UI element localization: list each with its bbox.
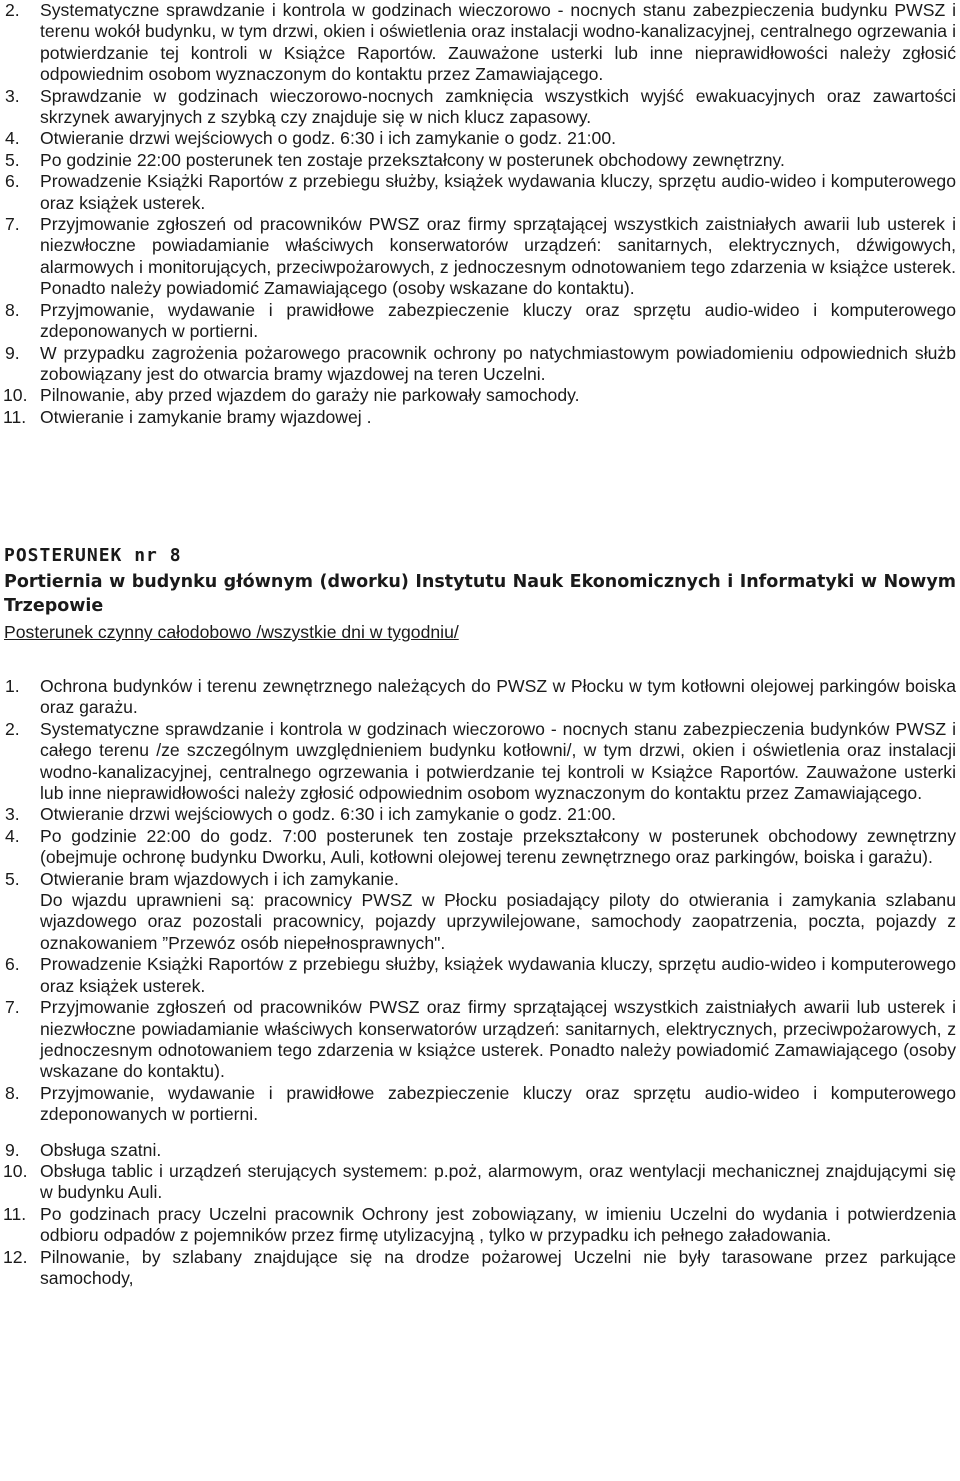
list-item [0,407,960,428]
item-text: Otwieranie i zamykanie bramy wjazdowej . [40,406,372,427]
list-item [0,676,960,719]
item-number: 8. [5,1082,20,1103]
item-number: 5. [5,868,20,889]
item-number: 6. [5,954,20,975]
list-item [0,826,960,869]
item-text: Obsługa szatni. [40,1139,162,1160]
list-item [0,150,960,171]
item-text: Pilnowanie, aby przed wjazdem do garaży nie parkowały samochody. [40,385,580,406]
post-heading [4,544,956,643]
item-number: 11. [3,1203,27,1224]
item-number: 8. [5,299,20,320]
item-text: Przyjmowanie zgłoszeń od pracowników PWSZ oraz firmy sprzątającej wszystkich zaistniałych awarii lub usterek i niezwłoczne powiadamianie właściwych konserwatorów urządzeń: sanitarnych, elektrycznych, dźwigowych, alarmowych i monitorujących, przeciwpożarowych, z jednoczesnym odnotowaniem tego zdarzenia w książce usterek. Ponadto należy powiadomić Zamawiającego (osoby wskazane do kontaktu). [40,214,956,299]
item-text: Systematyczne sprawdzanie i kontrola w godzinach wieczorowo - nocnych stanu zabezpieczenia budynku PWSZ i terenu wokół budynku, w tym drzwi, okien i oświetlenia oraz instalacji wodno-kanalizacyjnej, centralnego ogrzewania i potwierdzanie tej kontroli w Książce Raportów. Zauważone usterki lub inne nieprawidłowości należy zgłosić odpowiednim osobom wyznaczonym do kontaktu przez Zamawiającego. [40,0,956,85]
item-number: 10. [3,1160,28,1181]
item-text: Przyjmowanie, wydawanie i prawidłowe zabezpieczenie kluczy oraz sprzętu audio-wideo i komputerowego zdeponowanych w portierni. [40,1082,956,1125]
list-item [0,804,960,825]
post-schedule-note: Posterunek czynny całodobowo /wszystkie dni w tygodniu/ [4,622,459,642]
item-number: 4. [5,825,20,846]
item-number: 2. [5,0,20,20]
list-item [0,869,960,955]
list-item [0,954,960,997]
item-text: Systematyczne sprawdzanie i kontrola w godzinach wieczorowo - nocnych stanu zabezpieczenia budynków PWSZ i całego terenu /ze szczególnym uwzględnieniem budynku kotłowni/, w tym drzwi, okien i oświetlenia oraz instalacji wodno-kanalizacyjnej, centralnego ogrzewania i potwierdzanie tej kontroli w Książce Raportów. Zauważone usterki lub inne nieprawidłowości należy zgłosić odpowiednim osobom wyznaczonym do kontaktu przez Zamawiającego. [40,718,956,804]
list-item [0,1083,960,1126]
list-item [0,343,960,386]
item-text: Ochrona budynków i terenu zewnętrznego należących do PWSZ w Płocku w tym kotłowni olejowej parkingów boiska oraz garażu. [40,676,956,718]
item-text: Obsługa tablic i urządzeń sterujących systemem: p.poż, alarmowym, oraz wentylacji mechanicznej znajdującymi się w budynku Auli. [40,1160,956,1203]
item-number: 6. [5,171,20,192]
list-item [0,997,960,1083]
item-text: Po godzinach pracy Uczelni pracownik Ochrony jest zobowiązany, w imieniu Uczelni do wydania i potwierdzenia odbioru odpadów z pojemników przez firmę utylizacyjną , tylko w przypadku ich pełnego załadowania. [40,1203,956,1246]
item-number: 1. [5,676,20,696]
item-text: Otwieranie bram wjazdowych i ich zamykanie. [40,868,399,889]
item-text: Otwieranie drzwi wejściowych o godz. 6:30 i ich zamykanie o godz. 21:00. [40,804,616,825]
item-number: 5. [5,149,20,170]
item-number: 11. [3,406,27,427]
item-number: 3. [5,85,20,106]
post-title: POSTERUNEK nr 8 [4,545,182,566]
item-number: 4. [5,128,20,149]
item-number: 2. [5,718,20,739]
item-detail: Do wjazdu uprawnieni są: pracownicy PWSZ w Płocku posiadający piloty do otwierania i zamykania szlabanu wjazdowego oraz pozostali pracownicy, pojazdy uprzywilejowane, samochody zaopatrzenia, poczta, pojazdy z oznakowaniem ”Przewóz osób niepełnosprawnych". [40,890,956,953]
item-number: 7. [5,997,20,1018]
list-item [0,1140,960,1161]
item-number: 12. [3,1246,28,1267]
duties-list-post-8 [0,676,960,1289]
list-item [0,128,960,149]
item-number: 7. [5,214,20,235]
item-text: Sprawdzanie w godzinach wieczorowo-nocnych zamknięcia wszystkich wyjść ewakuacyjnych oraz zawartości skrzynek awaryjnych z szybką czy znajduje się w nich klucz zapasowy. [40,85,956,128]
list-item [0,300,960,343]
item-number: 9. [5,1139,20,1160]
item-text: Pilnowanie, by szlabany znajdujące się na drodze pożarowej Uczelni nie były tarasowane przez parkujące samochody, [40,1246,956,1288]
item-text: Prowadzenie Książki Raportów z przebiegu służby, książek wydawania kluczy, sprzętu audio-wideo i komputerowego oraz książek usterek. [40,954,956,996]
item-text: Otwieranie drzwi wejściowych o godz. 6:30 i ich zamykanie o godz. 21:00. [40,128,616,149]
post-location: Portiernia w budynku głównym (dworku) Instytutu Nauk Ekonomicznych i Informatyki w Nowym Trzepowie [4,572,956,616]
item-text: W przypadku zagrożenia pożarowego pracownik ochrony po natychmiastowym powiadomieniu odpowiednich służb zobowiązany jest do otwarcia bramy wjazdowej na teren Uczelni. [40,342,956,384]
list-item [0,0,960,86]
list-item [0,719,960,805]
item-text: Po godzinie 22:00 posterunek ten zostaje przekształcony w posterunek obchodowy zewnętrzny. [40,149,785,170]
item-text: Po godzinie 22:00 do godz. 7:00 posterunek ten zostaje przekształcony w posterunek obchodowy zewnętrzny (obejmuje ochronę budynku Dworku, Auli, kotłowni olejowej terenu zewnętrznego oraz parkingów, boiska i garażu). [40,825,956,868]
list-item [0,86,960,129]
list-item [0,1161,960,1204]
list-item [0,171,960,214]
duties-list-previous-post [0,0,960,428]
item-text: Prowadzenie Książki Raportów z przebiegu służby, książek wydawania kluczy, sprzętu audio-wideo i komputerowego oraz książek usterek. [40,171,956,213]
list-item [0,1204,960,1247]
list-item [0,214,960,300]
list-item [0,385,960,406]
item-text: Przyjmowanie, wydawanie i prawidłowe zabezpieczenie kluczy oraz sprzętu audio-wideo i komputerowego zdeponowanych w portierni. [40,299,956,342]
item-number: 3. [5,804,20,825]
item-number: 9. [5,342,20,363]
list-item [0,1247,960,1290]
item-number: 10. [3,385,28,406]
item-text: Przyjmowanie zgłoszeń od pracowników PWSZ oraz firmy sprzątającej wszystkich zaistniałych awarii lub usterek i niezwłoczne powiadamianie właściwych konserwatorów urządzeń: sanitarnych, elektrycznych, przeciwpożarowych, z jednoczesnym odnotowaniem tego zdarzenia w książce usterek. Ponadto należy powiadomić Zamawiającego (osoby wskazane do kontaktu). [40,997,956,1082]
